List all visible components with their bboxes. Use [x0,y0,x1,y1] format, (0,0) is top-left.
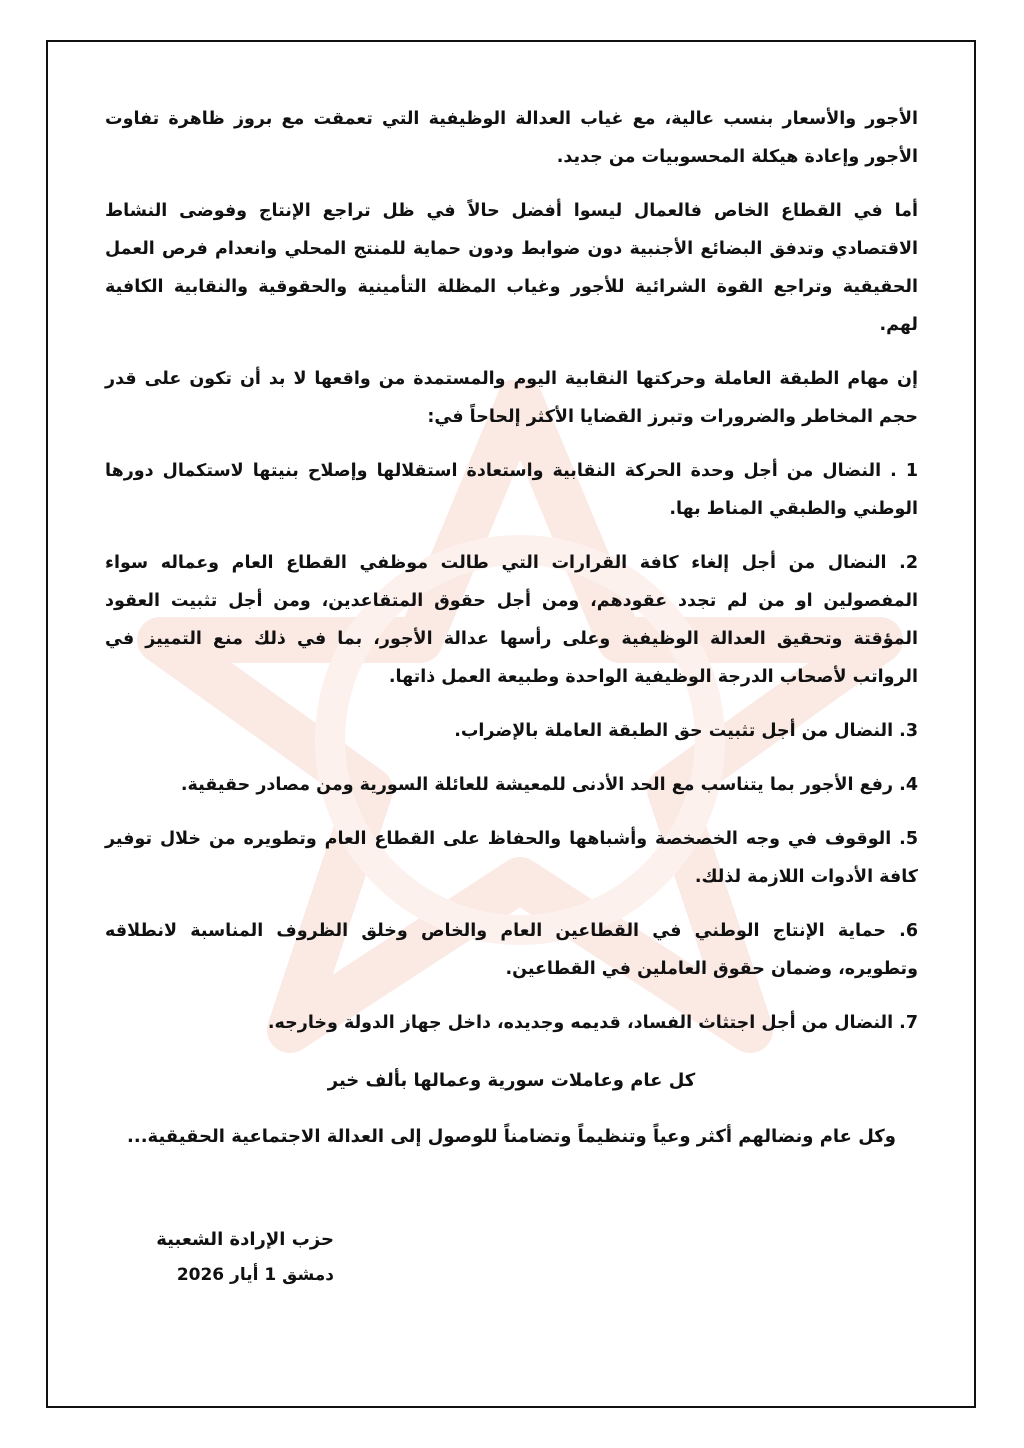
closing-greeting: كل عام وعاملات سورية وعمالها بألف خير [327,1070,696,1091]
list-item-right-to-strike: 3. النضال من أجل تثبيت حق الطبقة العاملة بالإضراب. [454,721,918,741]
list-item-public-sector-decisions: 2. النضال من أجل إلغاء كافة القرارات التي طالت موظفي القطاع العام وعماله سواء المفصولين او من لم تجدد عقودهم، ومن أجل حقوق المتقاعدين، ومن أجل تثبيت العقود المؤقتة وتحقيق العدالة الوظيفية وعلى رأسها عدالة الأجور، بما في ذلك منع التمييز في الرواتب لأصحاب الدرجة الوظيفية الواحدة وطبيعة العمل ذاتها. [105,553,918,687]
closing-wish: وكل عام ونضالهم أكثر وعياً وتنظيماً وتضامناً للوصول إلى العدالة الاجتماعية الحقيقية... [127,1126,896,1147]
document-body [105,100,918,1058]
list-item-against-privatization: 5. الوقوف في وجه الخصخصة وأشباهها والحفاظ على القطاع العام وتطويره من خلال توفير كافة الأدوات اللازمة لذلك. [105,829,918,887]
list-item-national-production: 6. حماية الإنتاج الوطني في القطاعين العام والخاص وخلق الظروف المناسبة لانطلاقه وتطويره، وضمان حقوق العاملين في القطاعين. [105,921,918,979]
list-item-union-unity: 1 . النضال من أجل وحدة الحركة النقابية واستعادة استقلالها وإصلاح بنيتها لاستكمال دورها الوطني والطبقي المناط بها. [105,461,918,519]
paragraph-private-sector: أما في القطاع الخاص فالعمال ليسوا أفضل حالاً في ظل تراجع الإنتاج وفوضى النشاط الاقتصادي وتدفق البضائع الأجنبية دون ضوابط ودون حماية للمنتج المحلي وانعدام فرص العمل الحقيقية وتراجع القوة الشرائية للأجور وغياب المظلة التأمينية والحقوقية والنقابية الكافية لهم. [105,201,918,335]
place-date: دمشق 1 أيار 2026 [176,1265,334,1285]
signature-block [156,1222,334,1292]
list-item-raise-wages: 4. رفع الأجور بما يتناسب مع الحد الأدنى للمعيشة للعائلة السورية ومن مصادر حقيقية. [180,775,918,795]
paragraph-wages-intro: الأجور والأسعار بنسب عالية، مع غياب العدالة الوظيفية التي تعمقت مع بروز ظاهرة تفاوت الأجور وإعادة هيكلة المحسوبيات من جديد. [105,109,918,167]
party-name: حزب الإرادة الشعبية [156,1229,334,1250]
list-item-anti-corruption: 7. النضال من أجل اجتثاث الفساد، قديمه وجديده، داخل جهاز الدولة وخارجه. [267,1013,918,1033]
paragraph-tasks: إن مهام الطبقة العاملة وحركتها النقابية اليوم والمستمدة من واقعها لا بد أن تكون على قدر حجم المخاطر والضرورات وتبرز القضايا الأكثر إلحاحاً في: [105,369,918,427]
